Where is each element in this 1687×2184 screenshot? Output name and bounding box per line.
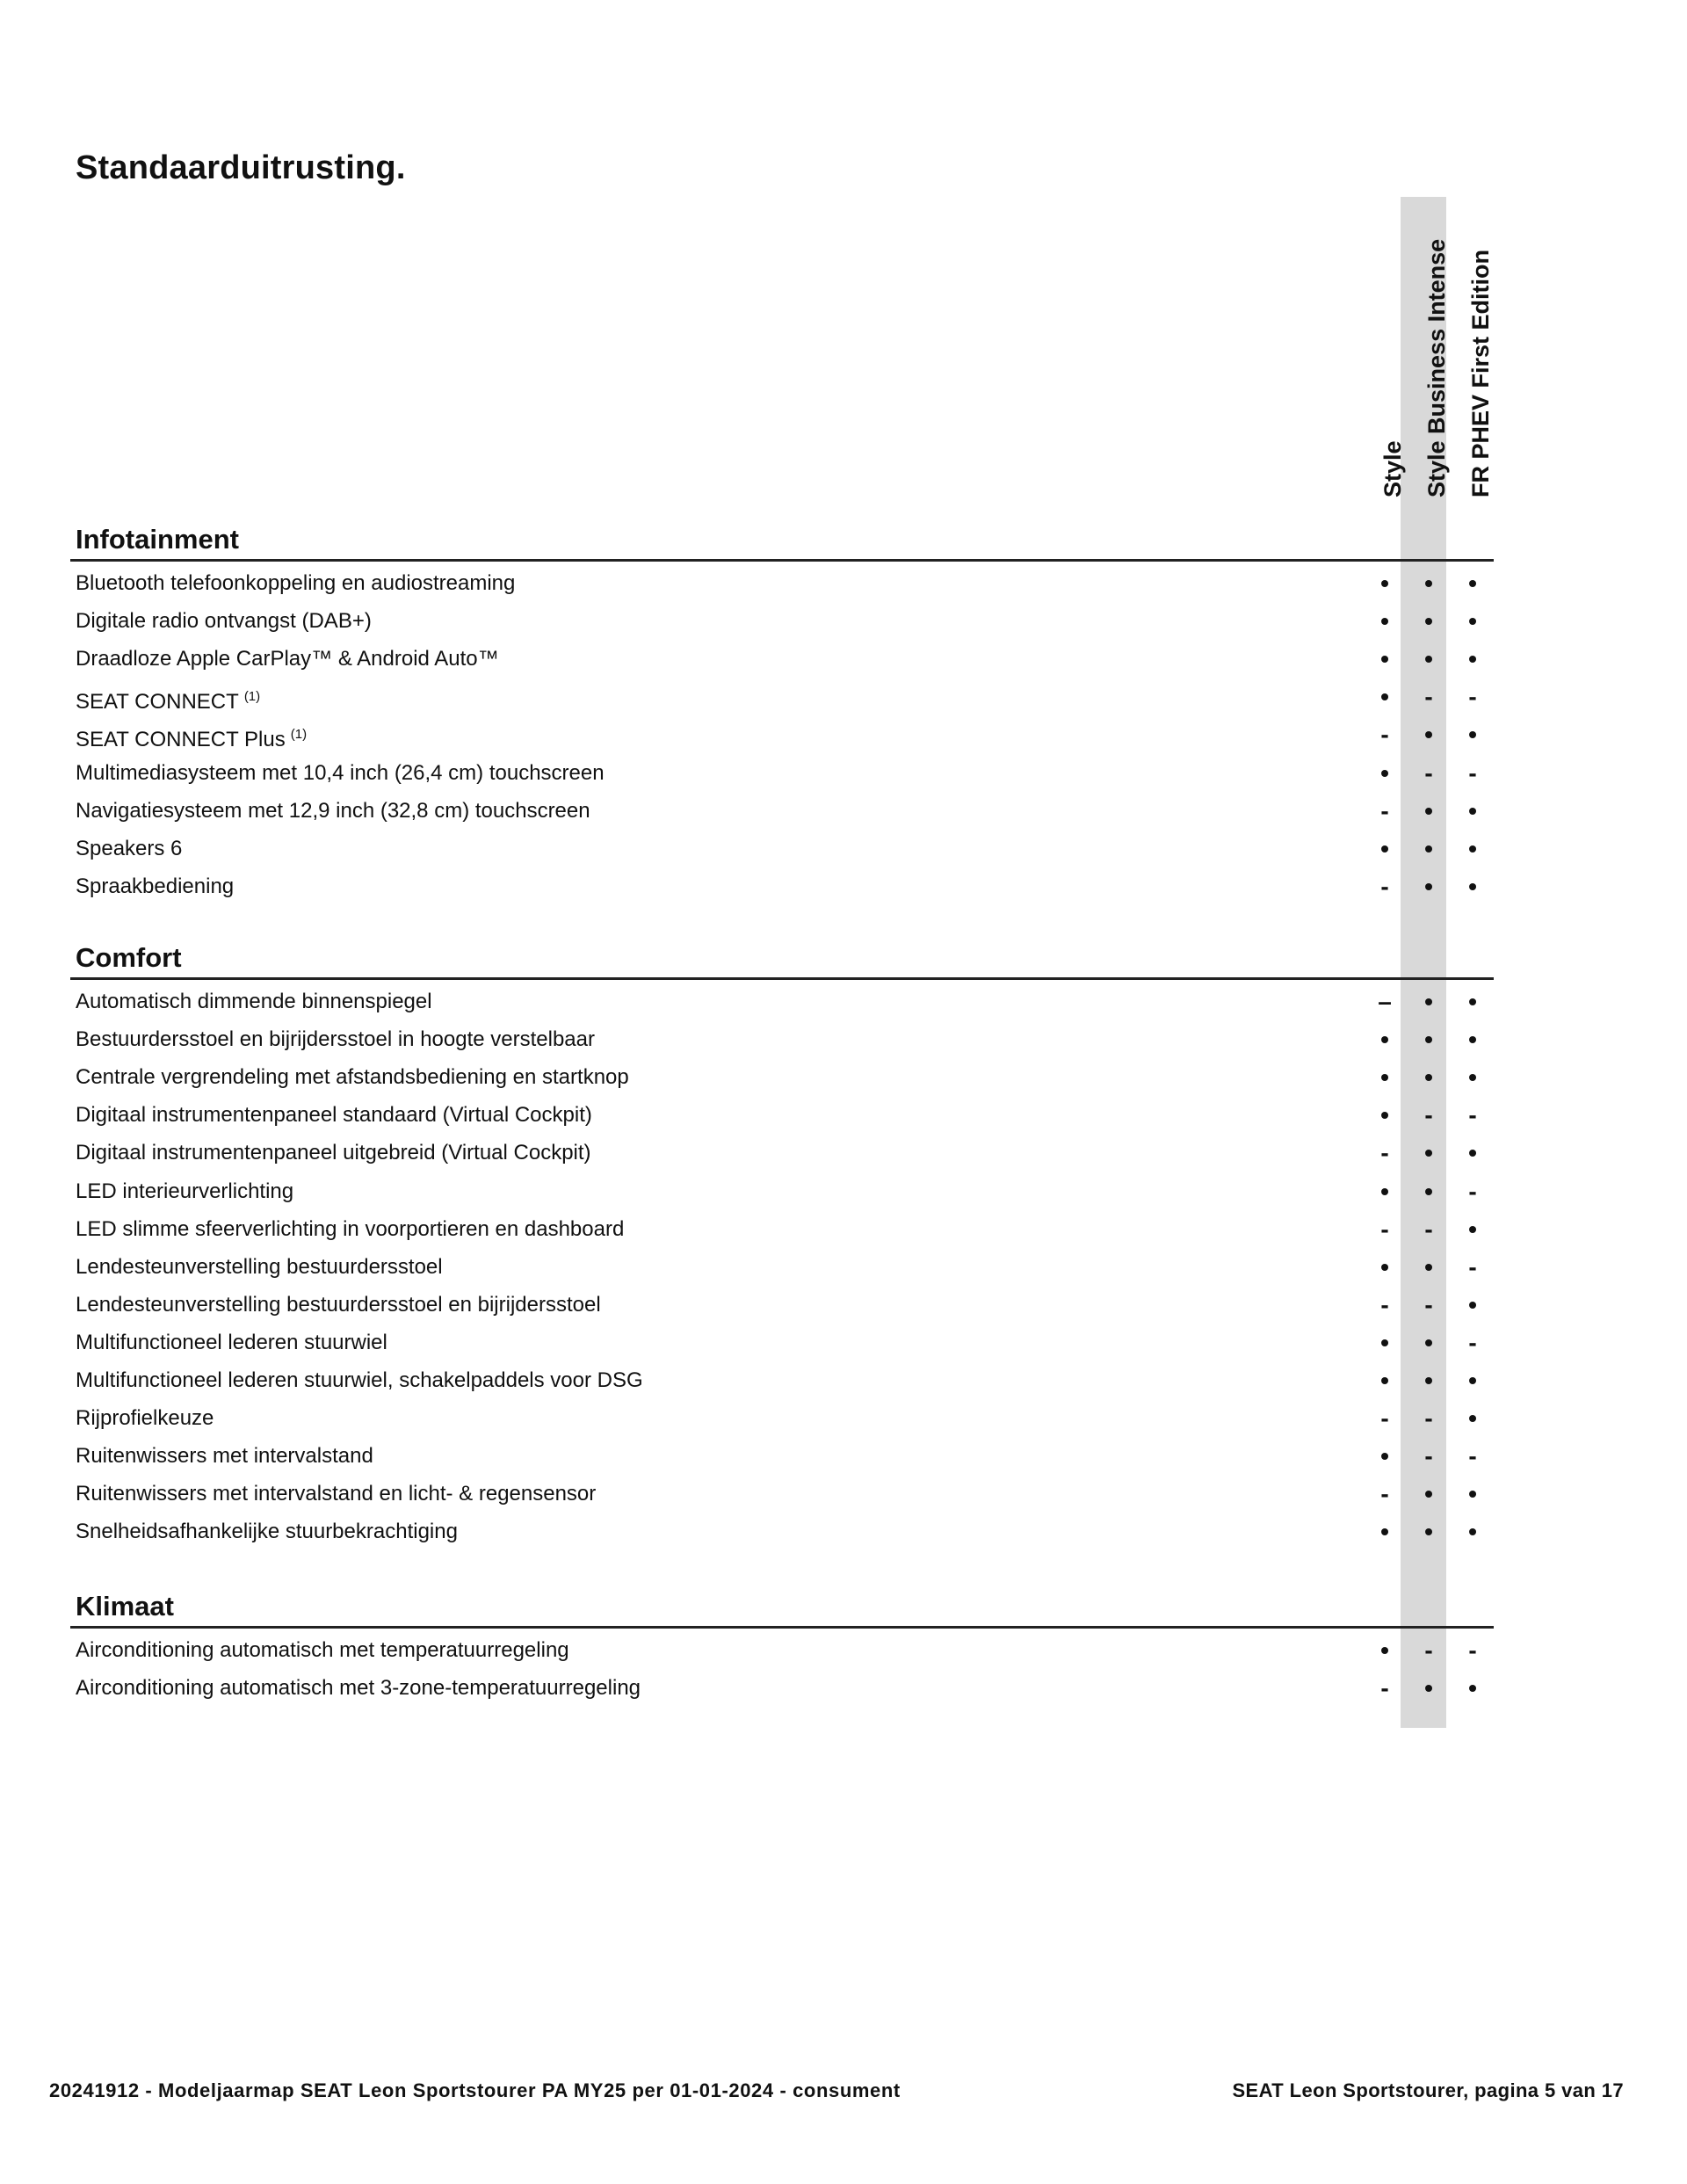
section-divider — [70, 1626, 1494, 1629]
row-label-text: Lendesteunverstelling bestuurdersstoel en bijrijdersstoel — [76, 1292, 601, 1317]
standard-mark: • — [1380, 834, 1389, 862]
row-label — [76, 1324, 387, 1361]
row-label-text: Spraakbediening — [76, 874, 235, 898]
row-label-text: SEAT CONNECT Plus — [76, 728, 286, 752]
table-row — [70, 867, 1494, 905]
table-row — [70, 1210, 1494, 1248]
not-available-mark: - — [1424, 1101, 1433, 1129]
table-row — [70, 1324, 1494, 1361]
footer-document-id: 20241912 - Modeljaarmap SEAT Leon Sportstourer PA MY25 per 01-01-2024 - consument — [49, 2079, 901, 2101]
standard-mark: • — [1380, 1636, 1389, 1664]
not-available-mark: - — [1380, 1480, 1389, 1508]
row-label-text: Centrale vergrendeling met afstandsbediening en startknop — [76, 1065, 629, 1090]
standard-mark: • — [1468, 1290, 1477, 1318]
table-row — [70, 1513, 1494, 1550]
footnote-reference: (1) — [290, 727, 308, 743]
table-row — [70, 1437, 1494, 1475]
row-label-text: Automatisch dimmende binnenspiegel — [76, 990, 432, 1013]
row-label-text: SEAT CONNECT — [76, 690, 239, 715]
section-title: Comfort — [76, 942, 182, 973]
row-label-text: Snelheidsafhankelijke stuurbekrachtiging — [76, 1520, 458, 1544]
not-available-mark: - — [1468, 758, 1477, 787]
standard-mark: • — [1424, 645, 1433, 673]
not-available-mark: - — [1468, 1177, 1477, 1205]
table-row — [70, 1631, 1494, 1669]
not-available-mark: - — [1468, 1328, 1477, 1356]
row-label — [76, 1286, 601, 1324]
table-row — [70, 564, 1494, 602]
standard-mark: • — [1424, 1252, 1433, 1281]
table-row — [70, 1096, 1494, 1134]
standard-mark: • — [1468, 1215, 1477, 1243]
table-row — [70, 715, 1494, 753]
not-available-mark: – — [1378, 988, 1392, 1015]
standard-mark: • — [1424, 1674, 1433, 1702]
standard-mark: • — [1424, 872, 1433, 900]
row-label — [76, 1631, 569, 1669]
row-label-text: Multifunctioneel lederen stuurwiel — [76, 1330, 387, 1354]
row-label — [76, 754, 605, 792]
standard-mark: • — [1468, 1480, 1477, 1508]
standard-mark: • — [1380, 1442, 1389, 1470]
table-row — [70, 1058, 1494, 1096]
standard-mark: • — [1468, 988, 1477, 1015]
row-label-text: Rijprofielkeuze — [76, 1406, 214, 1431]
not-available-mark: - — [1468, 1636, 1477, 1664]
row-label — [76, 1475, 596, 1513]
not-available-mark: - — [1380, 1139, 1389, 1167]
not-available-mark: - — [1380, 796, 1389, 824]
row-label — [76, 1399, 214, 1437]
column-header-style: Style — [1379, 440, 1406, 497]
table-row — [70, 983, 1494, 1020]
table-row — [70, 1248, 1494, 1286]
row-label-text: Digitale radio ontvangst (DAB+) — [76, 609, 372, 634]
table-row — [70, 1669, 1494, 1707]
section-divider — [70, 977, 1494, 980]
row-label-text: Bluetooth telefoonkoppeling en audiostreaming — [76, 571, 516, 595]
standard-mark: • — [1380, 1063, 1389, 1092]
standard-mark: • — [1468, 796, 1477, 824]
standard-mark: • — [1468, 872, 1477, 900]
standard-mark: • — [1380, 645, 1389, 673]
row-label — [76, 830, 182, 867]
not-available-mark: - — [1424, 683, 1433, 711]
not-available-mark: - — [1468, 1442, 1477, 1470]
row-label-text: LED interieurverlichting — [76, 1179, 294, 1203]
row-label — [76, 1669, 641, 1707]
standard-mark: • — [1468, 1674, 1477, 1702]
standard-mark: • — [1380, 1026, 1389, 1054]
standard-mark: • — [1468, 1026, 1477, 1054]
table-row — [70, 754, 1494, 792]
not-available-mark: - — [1380, 872, 1389, 900]
table-row — [70, 1020, 1494, 1058]
row-label-text: Digitaal instrumentenpaneel uitgebreid (Virtual Cockpit) — [76, 1141, 591, 1165]
standard-mark: • — [1468, 645, 1477, 673]
standard-mark: • — [1424, 1367, 1433, 1394]
standard-mark: • — [1468, 1139, 1477, 1167]
standard-mark: • — [1468, 721, 1477, 749]
row-label — [76, 1134, 591, 1172]
row-label — [76, 640, 499, 678]
section-divider — [70, 559, 1494, 562]
table-row — [70, 792, 1494, 830]
row-label — [76, 1058, 629, 1096]
row-label-text: Lendesteunverstelling bestuurdersstoel — [76, 1254, 443, 1279]
not-available-mark: - — [1468, 1101, 1477, 1129]
not-available-mark: - — [1380, 1674, 1389, 1702]
standard-mark: • — [1424, 834, 1433, 862]
not-available-mark: - — [1424, 1215, 1433, 1243]
standard-mark: • — [1424, 1026, 1433, 1054]
row-label-text: Draadloze Apple CarPlay™ & Android Auto™ — [76, 647, 499, 671]
row-label-text: Multimediasysteem met 10,4 inch (26,4 cm) touchscreen — [76, 760, 605, 785]
standard-mark: • — [1468, 1063, 1477, 1092]
standard-mark: • — [1424, 1063, 1433, 1092]
table-row — [70, 1475, 1494, 1513]
row-label-text: Bestuurdersstoel en bijrijdersstoel in hoogte verstelbaar — [76, 1027, 595, 1052]
row-label-text: Speakers 6 — [76, 836, 183, 860]
standard-mark: • — [1424, 1177, 1433, 1205]
standard-mark: • — [1380, 1177, 1389, 1205]
row-label — [76, 602, 372, 640]
row-label — [76, 1361, 643, 1399]
standard-mark: • — [1380, 1101, 1389, 1129]
row-label — [76, 564, 515, 602]
standard-mark: • — [1380, 1518, 1389, 1546]
standard-mark: • — [1468, 1518, 1477, 1546]
section-title: Klimaat — [76, 1591, 174, 1622]
row-label — [76, 715, 307, 753]
row-label — [76, 678, 260, 715]
table-row — [70, 1172, 1494, 1210]
standard-mark: • — [1380, 570, 1389, 597]
row-label — [76, 1437, 373, 1475]
table-row — [70, 830, 1494, 867]
not-available-mark: - — [1380, 1290, 1389, 1318]
row-label-text: Airconditioning automatisch met temperatuurregeling — [76, 1638, 569, 1662]
table-row — [70, 678, 1494, 715]
standard-mark: • — [1468, 1404, 1477, 1433]
standard-mark: • — [1380, 683, 1389, 711]
standard-mark: • — [1380, 1328, 1389, 1356]
row-label-text: Digitaal instrumentenpaneel standaard (Virtual Cockpit) — [76, 1103, 592, 1128]
not-available-mark: - — [1424, 1290, 1433, 1318]
not-available-mark: - — [1424, 758, 1433, 787]
standard-mark: • — [1380, 758, 1389, 787]
not-available-mark: - — [1380, 1215, 1389, 1243]
table-row — [70, 1134, 1494, 1172]
standard-mark: • — [1424, 796, 1433, 824]
standard-mark: • — [1424, 1328, 1433, 1356]
standard-mark: • — [1424, 1480, 1433, 1508]
row-label — [76, 1248, 443, 1286]
standard-mark: • — [1468, 1367, 1477, 1394]
row-label — [76, 1513, 458, 1550]
not-available-mark: - — [1468, 1252, 1477, 1281]
standard-mark: • — [1380, 1367, 1389, 1394]
row-label — [76, 1172, 293, 1210]
standard-mark: • — [1468, 570, 1477, 597]
not-available-mark: - — [1380, 721, 1389, 749]
standard-mark: • — [1424, 607, 1433, 635]
table-row — [70, 1399, 1494, 1437]
row-label-text: Multifunctioneel lederen stuurwiel, schakelpaddels voor DSG — [76, 1368, 643, 1392]
row-label — [76, 1210, 624, 1248]
not-available-mark: - — [1424, 1442, 1433, 1470]
row-label-text: Airconditioning automatisch met 3-zone-temperatuurregeling — [76, 1676, 641, 1701]
page-title: Standaarduitrusting. — [76, 149, 406, 186]
row-label — [76, 792, 590, 830]
standard-mark: • — [1380, 607, 1389, 635]
row-label-text: Navigatiesysteem met 12,9 inch (32,8 cm) touchscreen — [76, 798, 590, 823]
section-title: Infotainment — [76, 524, 239, 555]
table-row — [70, 1361, 1494, 1399]
standard-mark: • — [1468, 834, 1477, 862]
table-row — [70, 602, 1494, 640]
standard-mark: • — [1424, 988, 1433, 1015]
row-label — [76, 1096, 592, 1134]
not-available-mark: - — [1380, 1404, 1389, 1433]
column-header-style-business-intense: Style Business Intense — [1423, 238, 1450, 497]
not-available-mark: - — [1468, 683, 1477, 711]
standard-mark: • — [1424, 570, 1433, 597]
table-row — [70, 1286, 1494, 1324]
standard-mark: • — [1424, 1139, 1433, 1167]
not-available-mark: - — [1424, 1404, 1433, 1433]
footer-page-number: SEAT Leon Sportstourer, pagina 5 van 17 — [1232, 2079, 1624, 2101]
not-available-mark: - — [1424, 1636, 1433, 1664]
row-label-text: LED slimme sfeerverlichting in voorportieren en dashboard — [76, 1216, 625, 1241]
standard-mark: • — [1424, 1518, 1433, 1546]
row-label — [76, 867, 234, 905]
standard-mark: • — [1468, 607, 1477, 635]
table-row — [70, 640, 1494, 678]
row-label-text: Ruitenwissers met intervalstand en licht- & regensensor — [76, 1482, 597, 1506]
standard-mark: • — [1424, 721, 1433, 749]
row-label-text: Ruitenwissers met intervalstand — [76, 1444, 373, 1469]
standard-mark: • — [1380, 1252, 1389, 1281]
row-label — [76, 1020, 595, 1058]
row-label — [76, 983, 432, 1020]
footnote-reference: (1) — [243, 689, 261, 705]
column-header-fr-phev-first-edition: FR PHEV First Edition — [1467, 249, 1494, 497]
